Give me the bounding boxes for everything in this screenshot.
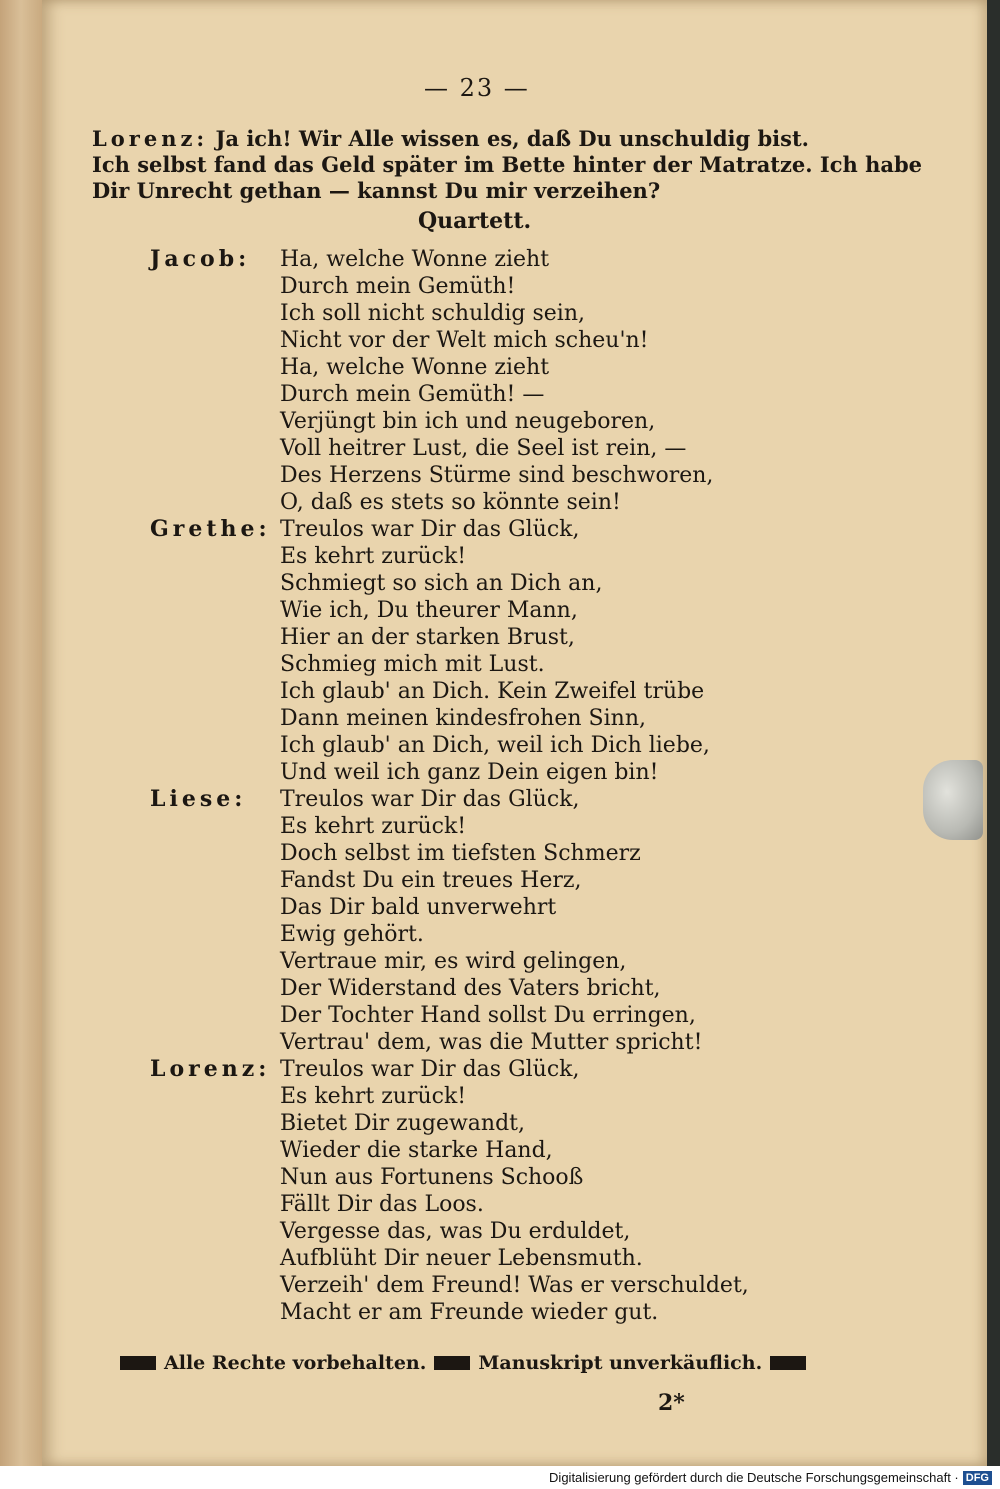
verse-lines [280,786,850,1056]
verse-line: Ich soll nicht schuldig sein, [280,301,585,326]
verse-line: Treulos war Dir das Glück, [280,517,580,542]
verse-line: Voll heitrer Lust, die Seel ist rein, — [280,436,687,461]
verse-line: Verzeih' dem Freund! Was er verschuldet, [280,1273,749,1298]
intro-speaker: Lorenz: [92,126,209,151]
intro-line-2: Ich selbst fand das Geld später im Bette hinter der Matratze. Ich habe [92,152,923,177]
verse-lines [280,1056,850,1326]
verse-line: Nun aus Fortunens Schooß [280,1165,584,1190]
verse-line: O, daß es stets so könnte sein! [280,490,621,515]
verse-line: Vertraue mir, es wird gelingen, [280,949,627,974]
intro-line-1 [92,126,922,152]
speaker-block [150,1056,850,1326]
book-binding-edge [0,0,44,1466]
section-title: Quartett. [418,208,532,234]
verse-line: Fandst Du ein treues Herz, [280,868,582,893]
verse-line: Durch mein Gemüth! [280,274,516,299]
verse-line: Verjüngt bin ich und neugeboren, [280,409,656,434]
credit-text: Digitalisierung gefördert durch die Deutsche Forschungsgemeinschaft · [549,1470,959,1485]
verse-line: Wie ich, Du theurer Mann, [280,598,578,623]
speaker-name: Grethe: [150,516,271,542]
rights-notice: Alle Rechte vorbehalten. [164,1352,427,1374]
verse-line: Aufblüht Dir neuer Lebensmuth. [280,1246,643,1271]
manuscript-notice: Manuskript unverkäuflich. [478,1352,763,1374]
verse-line: Es kehrt zurück! [280,1084,467,1109]
verse-line: Hier an der starken Brust, [280,625,575,650]
footer-bar [120,1356,156,1370]
speaker-block [150,246,850,516]
verse-line: Macht er am Freunde wieder gut. [280,1300,659,1325]
verse-line: Des Herzens Stürme sind beschworen, [280,463,714,488]
footer-notice [120,1352,806,1374]
verse-line: Ich glaub' an Dich, weil ich Dich liebe, [280,733,710,758]
verse-line: Ha, welche Wonne zieht [280,355,550,380]
verse-lines [280,516,850,786]
verse-line: Ich glaub' an Dich. Kein Zweifel trübe [280,679,705,704]
verse-line: Der Tochter Hand sollst Du erringen, [280,1003,696,1028]
verse-line: Fällt Dir das Loos. [280,1192,484,1217]
speaker-block [150,786,850,1056]
footer-bar [770,1356,806,1370]
verse-line: Treulos war Dir das Glück, [280,787,580,812]
signature-mark: 2* [658,1390,685,1416]
verse-line: Dann meinen kindesfrohen Sinn, [280,706,646,731]
verse-line: Ewig gehört. [280,922,424,947]
verse-lines [280,246,850,516]
verse-line: Das Dir bald unverwehrt [280,895,557,920]
quartet-verse [150,246,850,1326]
verse-line: Doch selbst im tiefsten Schmerz [280,841,641,866]
verse-line: Schmiegt so sich an Dich an, [280,571,603,596]
verse-line: Und weil ich ganz Dein eigen bin! [280,760,659,785]
speaker-name: Jacob: [150,246,251,272]
footer-bar [434,1356,470,1370]
verse-line: Bietet Dir zugewandt, [280,1111,525,1136]
verse-line: Es kehrt zurück! [280,544,467,569]
intro-line-3: Dir Unrecht gethan — kannst Du mir verzeihen? [92,178,661,203]
speaker-name: Liese: [150,786,247,812]
intro-text-1: Ja ich! Wir Alle wissen es, daß Du unschuldig bist. [215,126,809,151]
verse-line: Treulos war Dir das Glück, [280,1057,580,1082]
intro-paragraph [92,126,922,204]
verse-line: Ha, welche Wonne zieht [280,247,550,272]
verse-line: Es kehrt zurück! [280,814,467,839]
verse-line: Durch mein Gemüth! — [280,382,545,407]
speaker-block [150,516,850,786]
page-number: — 23 — [424,74,530,102]
verse-line: Der Widerstand des Vaters bricht, [280,976,661,1001]
credit-bar [0,1466,1000,1489]
verse-line: Vertrau' dem, was die Mutter spricht! [280,1030,703,1055]
verse-line: Nicht vor der Welt mich scheu'n! [280,328,649,353]
speaker-name: Lorenz: [150,1056,271,1082]
verse-line: Schmieg mich mit Lust. [280,652,545,677]
verse-line: Vergesse das, was Du erduldet, [280,1219,631,1244]
dfg-logo: DFG [963,1471,992,1485]
verse-line: Wieder die starke Hand, [280,1138,553,1163]
page-clip [923,760,983,840]
